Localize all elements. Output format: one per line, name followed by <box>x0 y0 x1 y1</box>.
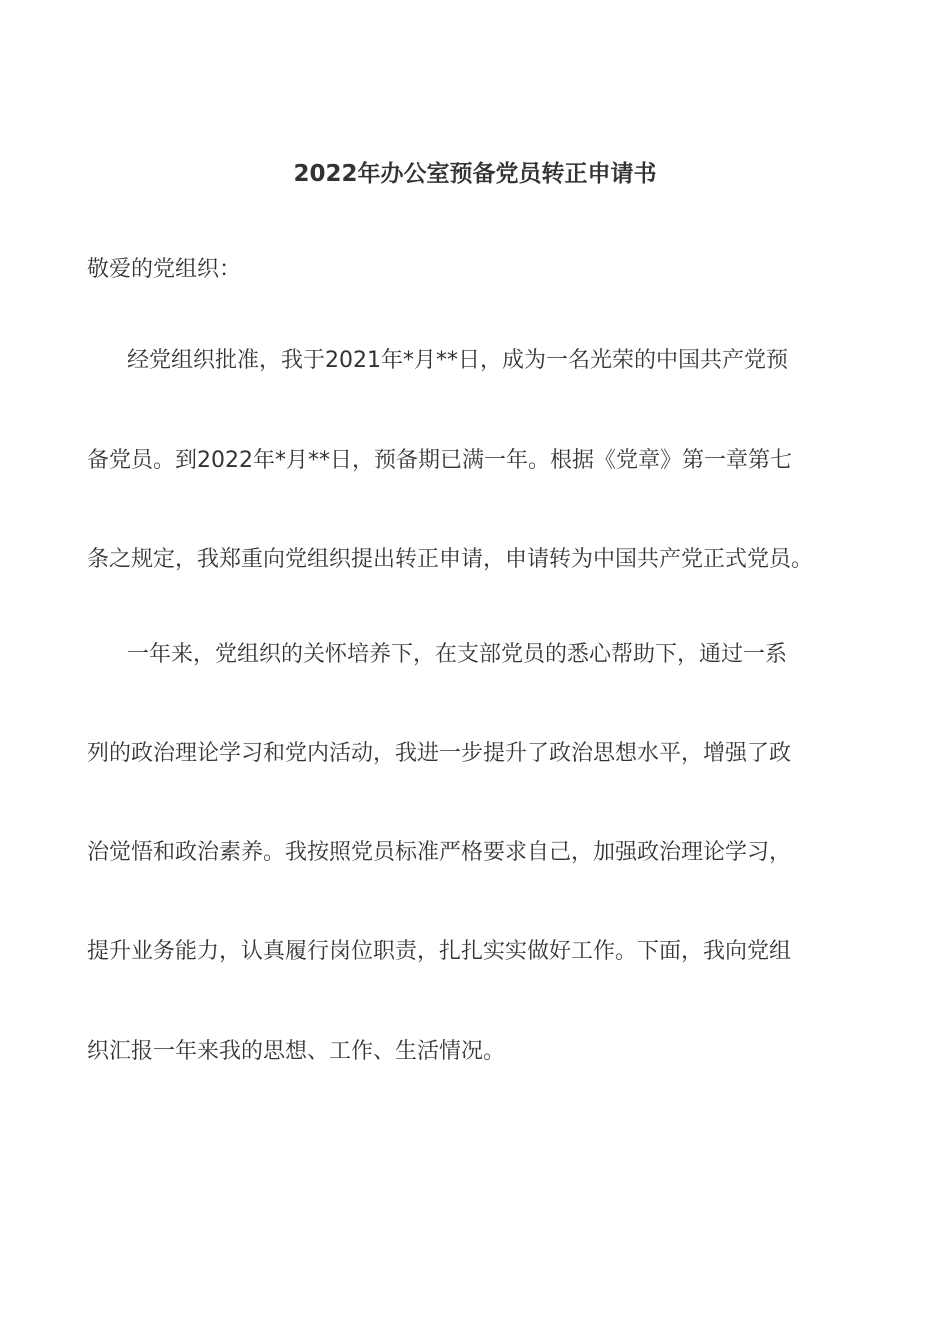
paragraph-line: 条之规定，我郑重向党组织提出转正申请，申请转为中国共产党正式党员。 <box>87 547 814 572</box>
paragraph-line: 经党组织批准，我于2021年*月**日，成为一名光荣的中国共产党预 <box>127 348 788 373</box>
salutation: 敬爱的党组织： <box>87 257 242 282</box>
document-title: 2022年办公室预备党员转正申请书 <box>293 161 657 187</box>
paragraph-line: 列的政治理论学习和党内活动，我进一步提升了政治思想水平，增强了政 <box>87 741 792 766</box>
paragraph-line: 提升业务能力，认真履行岗位职责，扎扎实实做好工作。下面，我向党组 <box>87 939 792 964</box>
paragraph-line: 治觉悟和政治素养。我按照党员标准严格要求自己，加强政治理论学习， <box>87 840 792 865</box>
paragraph-line: 一年来，党组织的关怀培养下，在支部党员的悉心帮助下，通过一系 <box>127 642 788 667</box>
paragraph-line: 织汇报一年来我的思想、工作、生活情况。 <box>87 1039 506 1064</box>
paragraph-line: 备党员。到2022年*月**日，预备期已满一年。根据《党章》第一章第七 <box>87 448 792 473</box>
